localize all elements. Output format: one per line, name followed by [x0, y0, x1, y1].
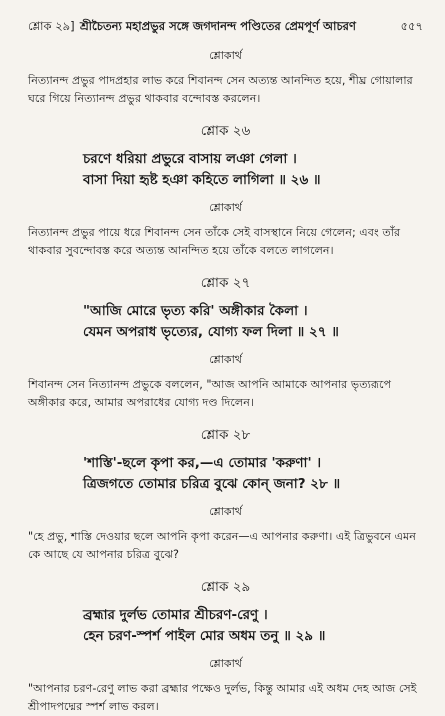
purport-text: নিত্যানন্দ প্রভুর পাদপ্রহার লাভ করে শিবানন্দ সেন অত্যন্ত আনন্দিত হয়ে, শীঘ্র গোয়ালার ঘরে গিয়ে নিত্যানন্দ প্রভুর থাকবার বন্দোবস্ত করলেন।	[28, 74, 413, 105]
running-header	[28, 18, 423, 37]
purport-label: শ্লোকার্থ	[209, 353, 242, 366]
verse-line-1: ব্রহ্মার দুর্লভ তোমার শ্রীচরণ-রেণু ।	[83, 607, 268, 623]
verse-line-2: যেমন অপরাধ ভৃত্যের, যোগ্য ফল দিলা ॥ ২৭ ॥	[83, 324, 339, 340]
verse-line-2: ত্রিজগতে তোমার চরিত্র বুঝে কোন্ জনা? ২৮ ॥	[83, 476, 341, 492]
header-title: শ্রীচৈতন্য মহাপ্রভুর সঙ্গে জগদানন্দ পণ্ডিতের প্রেমপূর্ণ আচরণ	[80, 19, 356, 33]
purport-label: শ্লোকার্থ	[209, 657, 242, 670]
purport-text: শিবানন্দ সেন নিত্যানন্দ প্রভুকে বললেন, "আজ আপনি আমাকে আপনার ভৃত্যরূপে অঙ্গীকার করে, আমার অপরাধের যোগ্য দণ্ড দিলেন।	[28, 378, 392, 409]
verse-line-1: চরণে ধরিয়া প্রভুরে বাসায় লঞা গেলা ।	[83, 151, 297, 167]
verse-label: শ্লোক ২৬	[200, 123, 251, 139]
verse-label: শ্লোক ২৮	[200, 427, 251, 443]
purport-label: শ্লোকার্থ	[209, 49, 242, 62]
verse-line-2: বাসা দিয়া হৃষ্ট হঞা কহিতে লাগিলা ॥ ২৬ ॥	[83, 172, 321, 188]
verse-label: শ্লোক ২৭	[200, 275, 251, 291]
page-number: ৫৫৭	[400, 19, 423, 33]
header-verse-ref: শ্লোক ২৯]	[28, 19, 75, 33]
verse-line-1: "আজি মোরে ভৃত্য করি' অঙ্গীকার কৈলা ।	[83, 303, 308, 319]
purport-label: শ্লোকার্থ	[209, 505, 242, 518]
verse-line-1: 'শাস্তি'-ছলে কৃপা কর,—এ তোমার 'করুণা' ।	[83, 455, 322, 471]
purport-text: নিত্যানন্দ প্রভুর পায়ে ধরে শিবানন্দ সেন তাঁকে সেই বাসস্থানে নিয়ে গেলেন; এবং তাঁর থাকবার সুবন্দোবস্ত করে অত্যন্ত আনন্দিত হয়ে তাঁকে বলতে লাগলেন।	[28, 226, 401, 257]
verse-line-2: হেন চরণ-স্পর্শ পাইল মোর অধম তনু ॥ ২৯ ॥	[83, 628, 326, 644]
purport-text: "আপনার চরণ-রেণু লাভ করা ব্রহ্মার পক্ষেও দুর্লভ, কিন্তু আমার এই অধম দেহ আজ সেই শ্রীপাদপদ্মের স্পর্শ লাভ করল।	[28, 682, 417, 713]
verse-label: শ্লোক ২৯	[200, 579, 251, 595]
purport-label: শ্লোকার্থ	[209, 201, 242, 214]
purport-text: "হে প্রভু, শাস্তি দেওয়ার ছলে আপনি কৃপা করেন—এ আপনার করুণা। এই ত্রিভুবনে এমন কে আছে যে আপনার চরিত্র বুঝে?	[28, 530, 416, 561]
